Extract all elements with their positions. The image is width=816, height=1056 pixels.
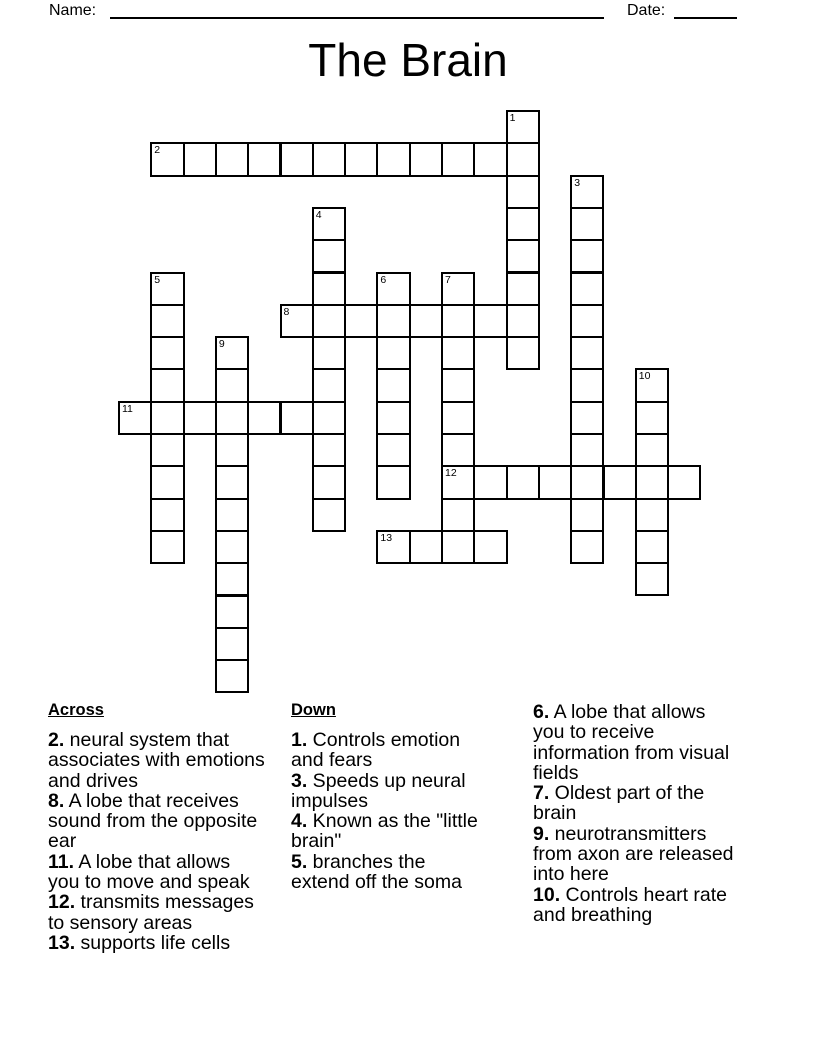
grid-cell[interactable] [150, 336, 184, 370]
grid-cell[interactable] [312, 401, 346, 435]
grid-cell[interactable] [183, 142, 217, 176]
grid-cell[interactable] [473, 304, 507, 338]
grid-cell[interactable] [506, 142, 540, 176]
grid-cell[interactable] [635, 368, 669, 402]
grid-cell[interactable] [215, 401, 249, 435]
grid-cell[interactable] [409, 530, 443, 564]
clue-item: 6. A lobe that allows you to receive information from visual fields [533, 701, 730, 784]
grid-cell[interactable] [376, 336, 410, 370]
grid-cell[interactable] [667, 465, 701, 499]
grid-cell[interactable] [312, 142, 346, 176]
grid-cell[interactable] [215, 595, 249, 629]
date-label: Date: [627, 2, 666, 19]
grid-cell[interactable] [473, 530, 507, 564]
grid-cell[interactable] [150, 272, 184, 306]
puzzle-title: The Brain [308, 34, 508, 86]
grid-cell[interactable] [150, 530, 184, 564]
clue-item: 12. transmits messages to sensory areas [48, 891, 254, 934]
grid-cell[interactable] [441, 142, 475, 176]
grid-cell[interactable] [441, 336, 475, 370]
across-clues-column [48, 700, 266, 953]
cell-number: 13 [380, 531, 393, 544]
grid-cell[interactable] [215, 659, 249, 693]
grid-cell[interactable] [570, 175, 604, 209]
clue-number: 2. [48, 729, 65, 751]
grid-cell[interactable] [150, 465, 184, 499]
grid-cell[interactable] [215, 465, 249, 499]
grid-cell[interactable] [635, 433, 669, 467]
grid-cell[interactable] [570, 304, 604, 338]
grid-cell[interactable] [376, 142, 410, 176]
clue-item: 9. neurotransmitters from axon are released into here [533, 822, 734, 886]
grid-cell[interactable] [441, 465, 475, 499]
grid-cell[interactable] [312, 304, 346, 338]
clue-item: 11. A lobe that allows you to move and speak [48, 850, 250, 894]
grid-cell[interactable] [376, 368, 410, 402]
grid-cell[interactable] [570, 401, 604, 435]
grid-cell[interactable] [441, 498, 475, 532]
clue-number: 10. [533, 883, 561, 906]
cell-number: 2 [154, 144, 161, 157]
clue-number: 13. [48, 931, 76, 954]
grid-cell[interactable] [344, 304, 378, 338]
clue-item: 7. Oldest part of the brain [533, 782, 705, 825]
clue-item: 1. Controls emotion and fears [291, 729, 461, 772]
grid-cell[interactable] [376, 401, 410, 435]
grid-cell[interactable] [215, 530, 249, 564]
grid-cell[interactable] [247, 401, 281, 435]
cell-number: 11 [122, 402, 133, 415]
clue-number: 5. [291, 850, 308, 873]
grid-cell[interactable] [635, 530, 669, 564]
grid-cell[interactable] [376, 272, 410, 306]
clue-number: 8. [48, 789, 65, 812]
clue-number: 9. [533, 822, 550, 845]
cell-number: 5 [154, 273, 161, 286]
clue-number: 7. [533, 782, 550, 805]
grid-cell[interactable] [506, 304, 540, 338]
grid-cell[interactable] [376, 465, 410, 499]
grid-cell[interactable] [570, 465, 604, 499]
grid-cell[interactable] [409, 142, 443, 176]
grid-cell[interactable] [150, 401, 184, 435]
grid-cell[interactable] [312, 368, 346, 402]
grid-cell[interactable] [473, 465, 507, 499]
cell-number: 4 [315, 208, 322, 221]
grid-cell[interactable] [635, 562, 669, 596]
grid-cell[interactable] [506, 336, 540, 370]
down-heading: Down [291, 701, 336, 719]
cell-number: 7 [445, 273, 451, 286]
grid-cell[interactable] [150, 304, 184, 338]
grid-cell[interactable] [538, 465, 572, 499]
clue-number: 11. [48, 850, 75, 873]
grid-cell[interactable] [570, 239, 604, 273]
grid-cell[interactable] [441, 433, 475, 467]
grid-cell[interactable] [312, 207, 346, 241]
grid-cell[interactable] [215, 142, 249, 176]
grid-cell[interactable] [570, 336, 604, 370]
clue-number: 1. [291, 729, 308, 751]
clue-item: 8. A lobe that receives sound from the opposite ear [48, 789, 258, 853]
grid-cell[interactable] [441, 401, 475, 435]
cell-number: 12 [445, 467, 457, 480]
grid-cell[interactable] [376, 433, 410, 467]
grid-cell[interactable] [118, 401, 152, 435]
clue-number: 3. [291, 769, 308, 792]
cell-number: 8 [283, 305, 290, 318]
name-label: Name: [49, 2, 97, 19]
grid-cell[interactable] [570, 530, 604, 564]
cell-number: 1 [509, 112, 516, 124]
cell-number: 9 [218, 338, 225, 351]
grid-cell[interactable] [215, 433, 249, 467]
clue-item: 10. Controls heart rate and breathing [533, 883, 728, 926]
grid-cell[interactable] [441, 530, 475, 564]
grid-cell[interactable] [506, 272, 540, 306]
grid-cell[interactable] [603, 465, 637, 499]
clue-item: 5. branches the extend off the soma [291, 850, 462, 894]
grid-cell[interactable] [215, 368, 249, 402]
grid-cell[interactable] [376, 530, 410, 564]
clue-number: 12. [48, 891, 76, 914]
grid-cell[interactable] [506, 110, 540, 144]
grid-cell[interactable] [150, 142, 184, 176]
grid-cell[interactable] [344, 142, 378, 176]
grid-cell[interactable] [570, 272, 604, 306]
grid-cell[interactable] [506, 239, 540, 273]
grid-cell[interactable] [570, 207, 604, 241]
grid-cell[interactable] [312, 433, 346, 467]
grid-cell[interactable] [280, 304, 314, 338]
grid-cell[interactable] [376, 304, 410, 338]
grid-cell[interactable] [635, 465, 669, 499]
cell-number: 3 [574, 176, 581, 189]
grid-cell[interactable] [506, 175, 540, 209]
cell-number: 10 [638, 370, 651, 383]
grid-cell[interactable] [280, 142, 314, 176]
grid-cell[interactable] [441, 368, 475, 402]
grid-cell[interactable] [506, 465, 540, 499]
across-heading: Across [48, 701, 104, 719]
grid-cell[interactable] [506, 207, 540, 241]
grid-cell[interactable] [312, 239, 346, 273]
grid-cell[interactable] [570, 368, 604, 402]
clue-number: 4. [291, 810, 308, 833]
grid-cell[interactable] [570, 498, 604, 532]
down-clues-column-1 [291, 700, 483, 892]
grid-cell[interactable] [409, 304, 443, 338]
grid-cell[interactable] [183, 401, 217, 435]
grid-cell[interactable] [312, 465, 346, 499]
grid-cell[interactable] [635, 401, 669, 435]
clue-item: 3. Speeds up neural impulses [291, 769, 466, 812]
clue-item: 2. neural system that associates with emotions and drives [48, 729, 265, 792]
down-clues-column-2 [533, 702, 741, 925]
grid-cell[interactable] [312, 336, 346, 370]
grid-cell[interactable] [280, 401, 314, 435]
grid-cell[interactable] [215, 562, 249, 596]
grid-cell[interactable] [150, 433, 184, 467]
grid-cell[interactable] [215, 336, 249, 370]
cell-number: 6 [380, 273, 387, 286]
clue-number: 6. [533, 701, 550, 723]
grid-cell[interactable] [312, 498, 346, 532]
grid-cell[interactable] [247, 142, 281, 176]
grid-cell[interactable] [150, 498, 184, 532]
grid-cell[interactable] [473, 142, 507, 176]
grid-cell[interactable] [441, 304, 475, 338]
grid-cell[interactable] [570, 433, 604, 467]
grid-cell[interactable] [312, 272, 346, 306]
grid-cell[interactable] [150, 368, 184, 402]
clue-item: 4. Known as the "little brain" [291, 810, 478, 853]
grid-cell[interactable] [441, 272, 475, 306]
grid-cell[interactable] [215, 498, 249, 532]
clue-item: 13. supports life cells [48, 931, 231, 954]
grid-cell[interactable] [635, 498, 669, 532]
grid-cell[interactable] [215, 627, 249, 661]
